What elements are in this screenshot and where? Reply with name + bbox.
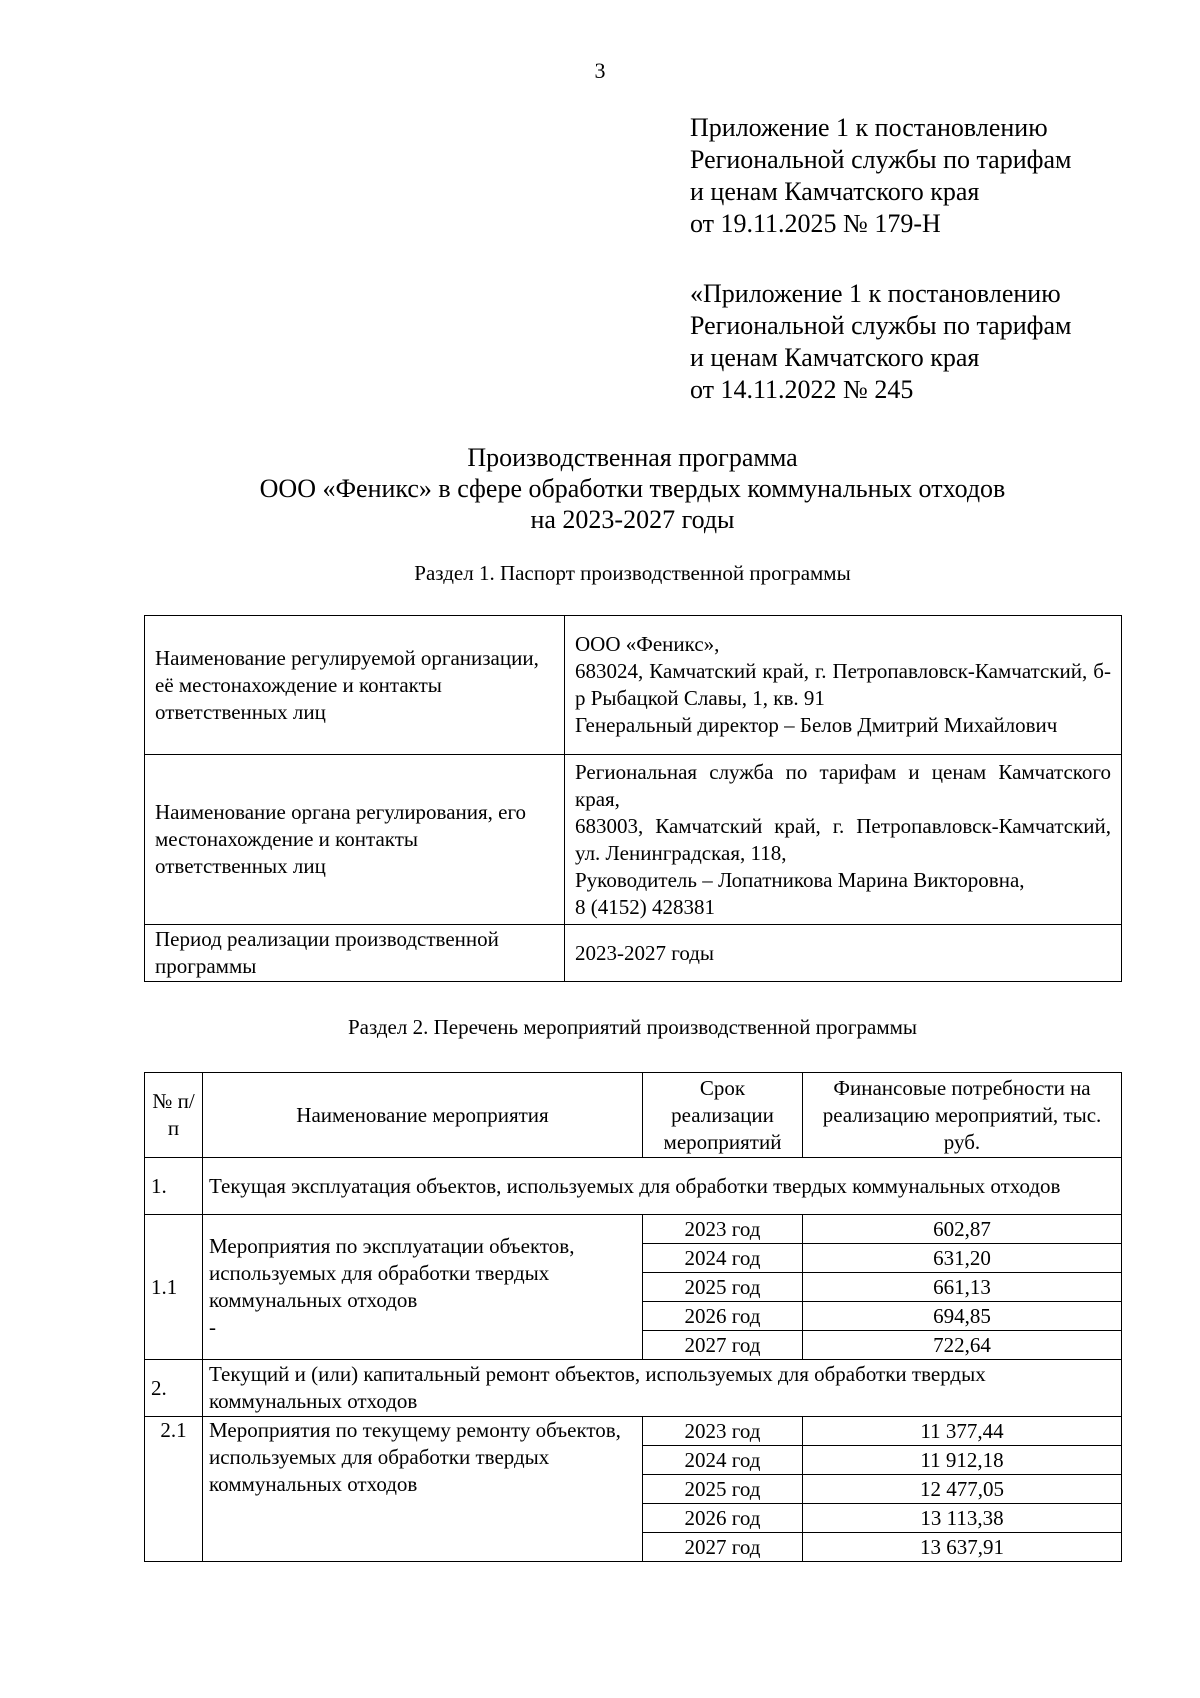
page-number: 3 (594, 58, 606, 83)
item-year: 2024 год (643, 1446, 803, 1475)
item-year: 2027 год (643, 1331, 803, 1360)
passport-value (565, 755, 1122, 925)
value-line: Региональная служба по тарифам и ценам Камчатского края, (575, 759, 1111, 811)
item-year: 2027 год (643, 1533, 803, 1562)
item-amount: 12 477,05 (803, 1475, 1122, 1504)
item-amount: 11 912,18 (803, 1446, 1122, 1475)
item-year: 2023 год (643, 1215, 803, 1244)
item-year: 2024 год (643, 1244, 803, 1273)
passport-table (144, 615, 1122, 982)
annex-line: и ценам Камчатского края (690, 343, 980, 372)
annex-line: «Приложение 1 к постановлению (690, 279, 1061, 308)
item-year: 2026 год (643, 1504, 803, 1533)
header-finance: Финансовые потребности на реализацию мероприятий, тыс. руб. (803, 1073, 1122, 1158)
item-name-text: Мероприятия по текущему ремонту объектов, используемых для обработки твердых коммунальных отходов (209, 1418, 621, 1496)
passport-label: Период реализации производственной программы (145, 925, 565, 982)
item-amount: 722,64 (803, 1331, 1122, 1360)
header-term: Срок реализации мероприятий (643, 1073, 803, 1158)
passport-value: 2023-2027 годы (565, 925, 1122, 982)
annex-line: от 19.11.2025 № 179-Н (690, 209, 941, 238)
group-row (145, 1158, 1122, 1215)
value-line: 8 (4152) 428381 (575, 894, 715, 919)
item-amount: 694,85 (803, 1302, 1122, 1331)
passport-row-regulator (145, 755, 1122, 925)
item-amount: 11 377,44 (803, 1417, 1122, 1446)
passport-label: Наименование регулируемой организации, её местонахождение и контакты ответственных лиц (145, 616, 565, 755)
item-amount: 661,13 (803, 1273, 1122, 1302)
value-line: 683003, Камчатский край, г. Петропавловск-Камчатский, ул. Ленинградская, 118, (575, 813, 1111, 865)
annex-header-new (690, 112, 1160, 240)
annex-line: и ценам Камчатского края (690, 177, 980, 206)
item-note: - (209, 1315, 216, 1339)
item-name (203, 1215, 643, 1360)
item-name (203, 1417, 643, 1562)
item-year: 2026 год (643, 1302, 803, 1331)
group-row (145, 1360, 1122, 1417)
section1-heading: Раздел 1. Паспорт производственной программы (414, 561, 851, 585)
value-line: 683024, Камчатский край, г. Петропавловск-Камчатский, б-р Рыбацкой Славы, 1, кв. 91 (575, 659, 1111, 710)
value-line: ООО «Феникс», (575, 632, 720, 656)
value-line: Руководитель – Лопатникова Марина Викторовна, (575, 867, 1025, 892)
group-num: 1. (145, 1158, 203, 1215)
section2-heading: Раздел 2. Перечень мероприятий производственной программы (347, 1015, 918, 1039)
item-amount: 13 113,38 (803, 1504, 1122, 1533)
annex-line: от 14.11.2022 № 245 (690, 375, 914, 404)
title-line: Производственная программа (467, 443, 798, 472)
group-num: 2. (145, 1360, 203, 1417)
item-name-text: Мероприятия по эксплуатации объектов, используемых для обработки твердых коммунальных отходов (209, 1234, 575, 1312)
item-row (145, 1417, 1122, 1446)
passport-value (565, 616, 1122, 755)
item-num: 1.1 (145, 1215, 203, 1360)
passport-row-organization (145, 616, 1122, 755)
item-year: 2025 год (643, 1273, 803, 1302)
passport-row-period (145, 925, 1122, 982)
item-year: 2023 год (643, 1417, 803, 1446)
item-row (145, 1215, 1122, 1244)
document-title (0, 442, 1200, 535)
value-line: Генеральный директор – Белов Дмитрий Михайлович (575, 713, 1058, 737)
header-num: № п/п (145, 1073, 203, 1158)
passport-label: Наименование органа регулирования, его местонахождение и контакты ответственных лиц (145, 755, 565, 925)
header-name: Наименование мероприятия (203, 1073, 643, 1158)
annex-header-old (690, 278, 1160, 406)
item-num: 2.1 (145, 1417, 203, 1562)
annex-line: Региональной службы по тарифам (690, 311, 1072, 340)
annex-line: Региональной службы по тарифам (690, 145, 1072, 174)
title-line: ООО «Феникс» в сфере обработки твердых коммунальных отходов (259, 474, 1006, 503)
item-year: 2025 год (643, 1475, 803, 1504)
item-amount: 602,87 (803, 1215, 1122, 1244)
group-title: Текущий и (или) капитальный ремонт объектов, используемых для обработки твердых коммунальных отходов (203, 1360, 1122, 1417)
measures-table (144, 1072, 1122, 1562)
item-amount: 631,20 (803, 1244, 1122, 1273)
item-amount: 13 637,91 (803, 1533, 1122, 1562)
group-title: Текущая эксплуатация объектов, используемых для обработки твердых коммунальных отходов (203, 1158, 1122, 1215)
measures-header-row (145, 1073, 1122, 1158)
title-line: на 2023-2027 годы (530, 505, 735, 534)
annex-line: Приложение 1 к постановлению (690, 113, 1048, 142)
